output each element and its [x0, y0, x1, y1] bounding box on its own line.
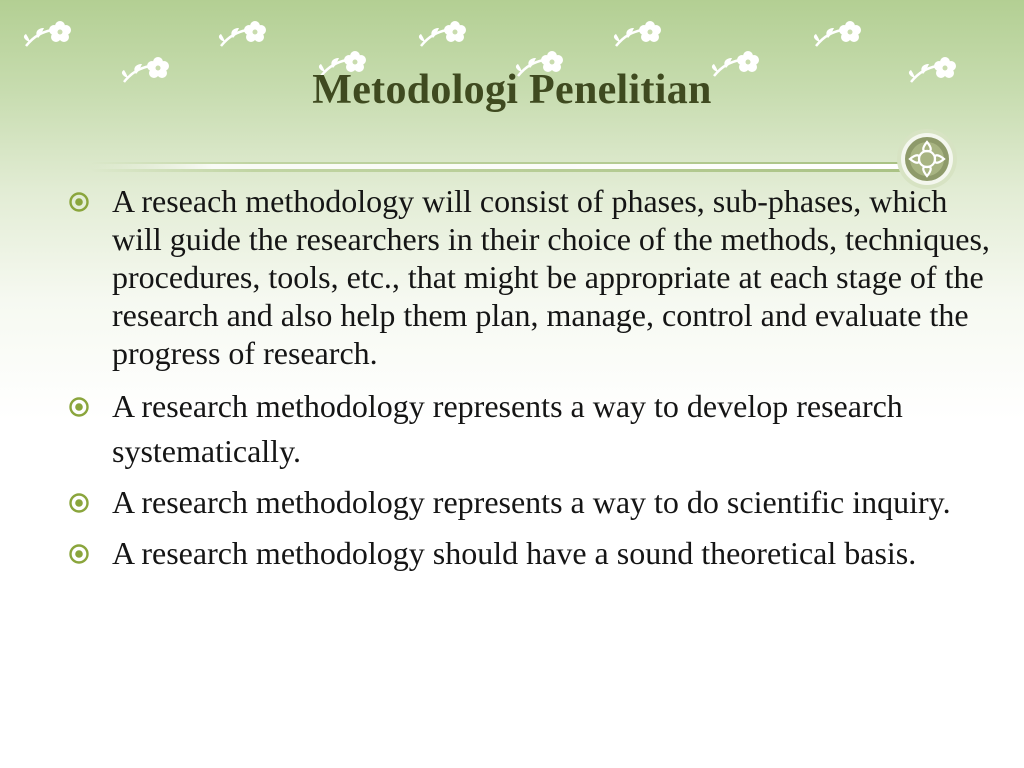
slide-title: Metodologi Penelitian [312, 67, 712, 113]
bullet-text: A reseach methodology will consist of phases, sub-phases, which will guide the researchers in their choice of the methods, techniques, procedures, tools, etc., that might be appropriate at each stage of the research and also help them plan, manage, control and evaluate the progress of research. [112, 183, 990, 371]
bullet-list [60, 182, 1000, 582]
bullet-text: A research methodology should have a sound theoretical basis. [112, 535, 917, 571]
circle-dot-icon [68, 191, 90, 213]
bullet-item [60, 531, 1000, 576]
bullet-item [60, 480, 1000, 525]
circle-dot-icon [68, 492, 90, 514]
bullet-text: A research methodology represents a way to do scientific inquiry. [112, 484, 951, 520]
flower-ornament-icon [614, 21, 661, 46]
flower-ornament-icon [24, 21, 71, 46]
flower-ornament-icon [814, 21, 861, 46]
title-divider [90, 158, 910, 176]
medallion-icon [896, 128, 958, 190]
flower-ornament-icon [419, 21, 466, 46]
bullet-item [60, 384, 1000, 474]
circle-dot-icon [68, 396, 90, 418]
bullet-item [60, 182, 1000, 372]
bullet-text: A research methodology represents a way to develop research systematically. [112, 388, 903, 469]
flower-ornament-icon [219, 21, 266, 46]
circle-dot-icon [68, 543, 90, 565]
